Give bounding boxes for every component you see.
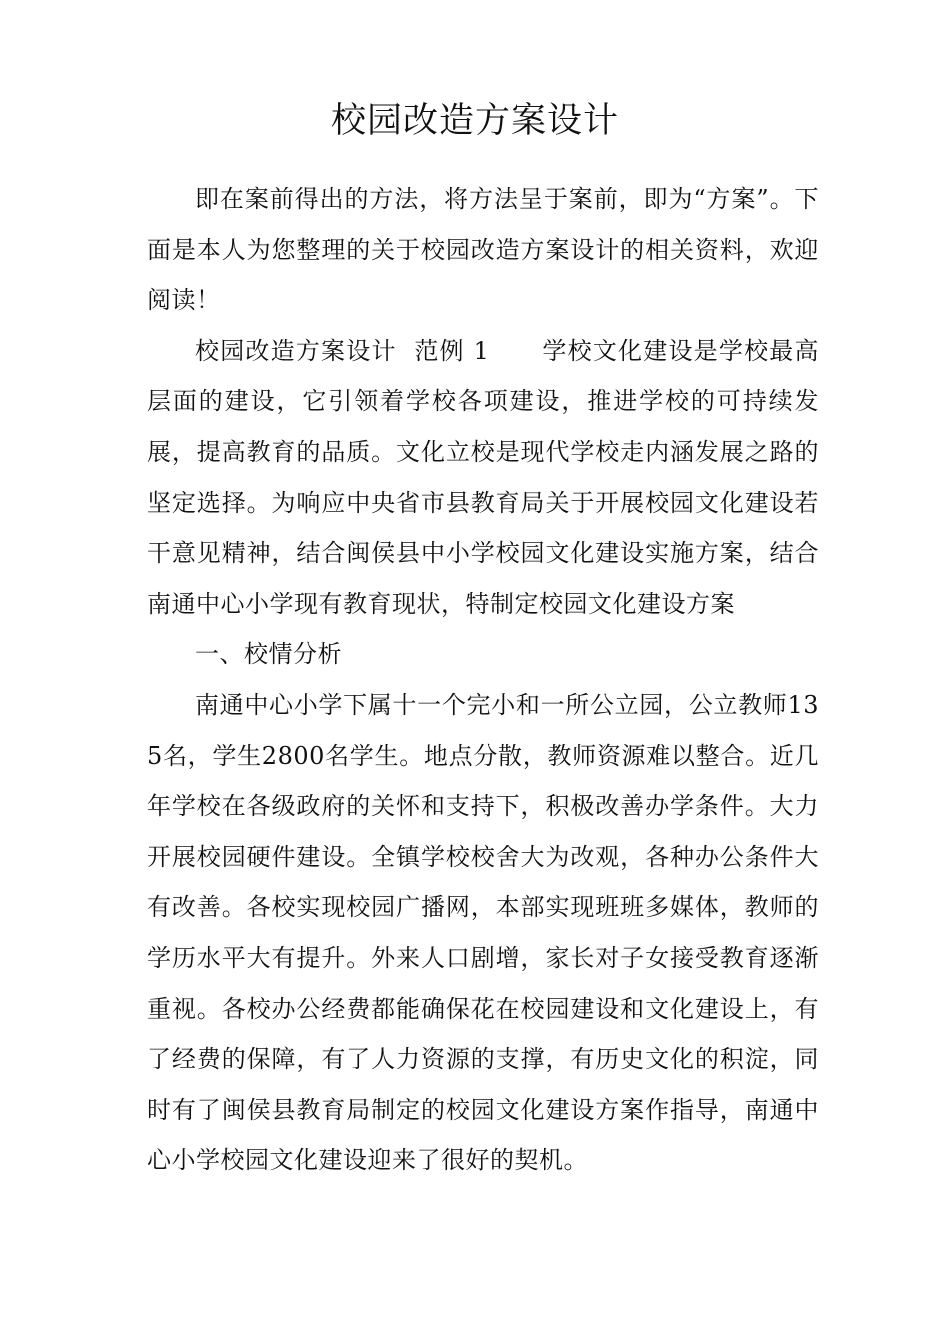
intro-paragraph: 即在案前得出的方法，将方法呈于案前，即为“方案”。下面是本人为您整理的关于校园改造方案设计的相关资料，欢迎阅读！ [147,185,819,315]
example-paragraph [147,326,819,630]
section-heading: 一、校情分析 [195,640,342,669]
document-title: 校园改造方案设计 [330,101,619,141]
example-text: 学校文化建设是学校最高层面的建设，它引领着学校各项建设，推进学校的可持续发展，提高教育的品质。文化立校是现代学校走内涵发展之路的坚定选择。为响应中央省市县教育局关于开展校园文化建设若干意见精神，结合闽侯县中小学校园文化建设实施方案，结合南通中心小学现有教育现状，特制定校园文化建设方案 [147,336,819,618]
label-spacer [489,337,542,365]
document-body [147,174,819,1186]
example-label: 校园改造方案设计 范例 1 [195,336,490,365]
section-body-paragraph: 南通中心小学下属十一个完小和一所公立园，公立教师135名，学生2800名学生。地点分散，教师资源难以整合。近几年学校在各级政府的关怀和支持下，积极改善办学条件。大力开展校园硬件建设。全镇学校校舍大为改观，各种办公条件大有改善。各校实现校园广播网，本部实现班班多媒体，教师的学历水平大有提升。外来人口剧增，家长对子女接受教育逐渐重视。各校办公经费都能确保花在校园建设和文化建设上，有了经费的保障，有了人力资源的支撑，有历史文化的积淀，同时有了闽侯县教育局制定的校园文化建设方案作指导，南通中心小学校园文化建设迎来了很好的契机。 [147,690,819,1175]
